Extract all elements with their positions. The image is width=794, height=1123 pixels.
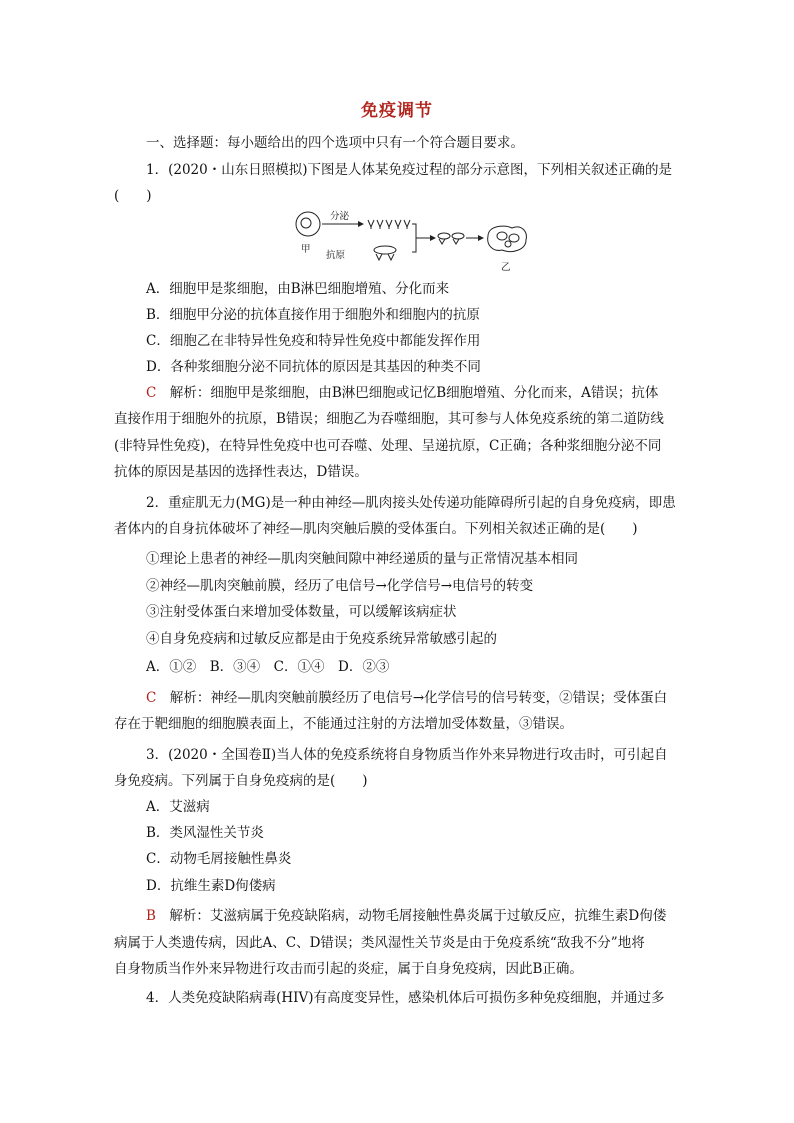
q1-explain-line-4: 抗体的原因是基因的选择性表达，D错误。 (114, 464, 368, 480)
label-antigen: 抗原 (326, 250, 346, 261)
q3-explain-line-2: 病属于人类遗传病，因此A、C、D错误；类风湿性关节炎是由于免疫系统“敌我不分”地将 (114, 935, 645, 951)
plasma-cell-icon (296, 212, 320, 236)
q2-stem-line-2: 者体内的自身抗体破坏了神经—肌肉突触后膜的受体蛋白。下列相关叙述正确的是( ) (114, 521, 638, 537)
q2-item-2: ②神经—肌肉突触前膜，经历了电信号→化学信号→电信号的转变 (146, 578, 534, 594)
label-yi: 乙 (501, 262, 511, 273)
section-heading: 一、选择题：每小题给出的四个选项中只有一个符合题目要求。 (146, 135, 524, 151)
label-secrete: 分泌 (330, 211, 350, 222)
q1-stem-line-1: 1．(2020・山东日照模拟)下图是人体某免疫过程的部分示意图，下列相关叙述正确的是 (146, 162, 672, 178)
q3-stem-line-2: 身免疫病。下列属于自身免疫病的是( ) (114, 773, 368, 789)
q3-option-b: B．类风湿性关节炎 (146, 825, 264, 841)
q3-option-c: C．动物毛屑接触性鼻炎 (146, 851, 292, 867)
q1-explain-line-3: (非特异性免疫)，在特异性免疫中也可吞噬、处理、呈递抗原，C正确；各种浆细胞分泌不同 (114, 438, 662, 454)
q2-explain-line-1: C 解析：神经—肌肉突触前膜经历了电信号→化学信号的信号转变，②错误；受体蛋白 (146, 690, 668, 706)
q2-options: A．①② B．③④ C．①④ D．②③ (146, 659, 390, 675)
q3-explain-line-3: 自身物质当作外来异物进行攻击而引起的炎症，属于自身免疫病，因此B正确。 (114, 961, 583, 977)
q2-item-4: ④自身免疫病和过敏反应都是由于免疫系统异常敏感引起的 (146, 631, 497, 647)
page-title: 免疫调节 (361, 101, 433, 121)
bracket-icon (412, 224, 416, 252)
q1-option-d: D．各种浆细胞分泌不同抗体的原因是其基因的种类不同 (146, 359, 481, 375)
antigen-antibody-complex-icon (374, 246, 396, 260)
phagocyte-icon (488, 226, 527, 251)
bracket-arrow-icon (416, 235, 436, 241)
q2-answer: C (146, 690, 157, 706)
q1-explain-line-2: 直接作用于细胞外的抗原，B错误；细胞乙为吞噬细胞，其可参与人体免疫系统的第二道防线 (114, 411, 664, 427)
q4-stem-line-1: 4．人类免疫缺陷病毒(HIV)有高度变异性，感染机体后可损伤多种免疫细胞，并通过多 (146, 990, 665, 1006)
complexes-icon (438, 233, 464, 244)
engulf-arrow-icon (466, 235, 484, 241)
q3-answer: B (146, 908, 156, 924)
antibodies-icon (368, 220, 410, 229)
q2-explain-line-2: 存在于靶细胞的细胞膜表面上，不能通过注射的方法增加受体数量，③错误。 (114, 716, 573, 732)
q3-option-d: D．抗维生素D佝偻病 (146, 878, 276, 894)
q1-option-b: B．细胞甲分泌的抗体直接作用于细胞外和细胞内的抗原 (146, 307, 480, 323)
q2-item-3: ③注射受体蛋白来增加受体数量，可以缓解该病症状 (146, 604, 457, 620)
q2-stem-line-1: 2．重症肌无力(MG)是一种由神经—肌肉接头处传递功能障碍所引起的自身免疫病，即患 (146, 495, 676, 511)
q1-explain-line-1: C 解析：细胞甲是浆细胞，由B淋巴细胞或记忆B细胞增殖、分化而来，A错误；抗体 (146, 385, 659, 401)
q1-option-c: C．细胞乙在非特异性免疫和特异性免疫中都能发挥作用 (146, 333, 481, 349)
label-jia: 甲 (301, 244, 311, 255)
q1-answer: C (146, 385, 157, 401)
q1-option-a: A．细胞甲是浆细胞，由B淋巴细胞增殖、分化而来 (146, 281, 450, 297)
q3-option-a: A．艾滋病 (146, 799, 210, 815)
q3-stem-line-1: 3．(2020・全国卷Ⅱ)当人体的免疫系统将自身物质当作外来异物进行攻击时，可引起自 (146, 747, 668, 763)
q2-item-1: ①理论上患者的神经—肌肉突触间隙中神经递质的量与正常情况基本相同 (146, 551, 578, 567)
q3-explain-line-1: B 解析：艾滋病属于免疫缺陷病，动物毛屑接触性鼻炎属于过敏反应，抗维生素D佝偻 (146, 908, 667, 924)
immune-process-diagram (290, 208, 530, 280)
q1-stem-line-2: ( ) (114, 188, 152, 204)
